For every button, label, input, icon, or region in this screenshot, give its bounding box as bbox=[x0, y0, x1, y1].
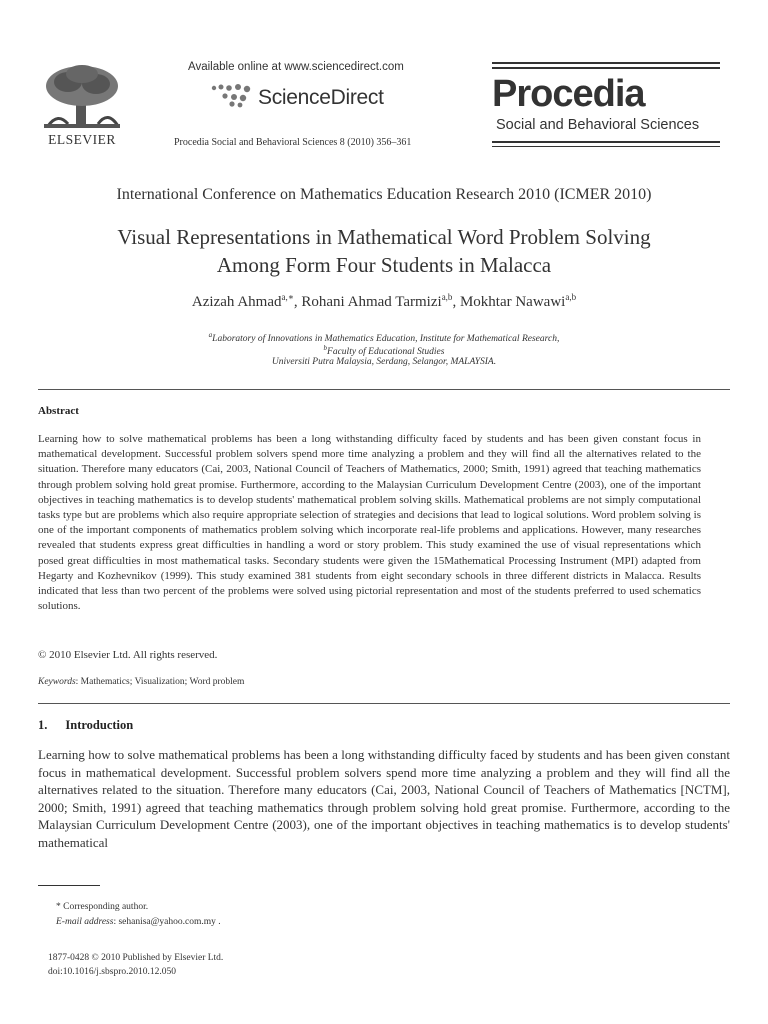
affiliation-mark: b bbox=[323, 344, 328, 352]
journal-citation: Procedia Social and Behavioral Sciences 8 (2010) 356–361 bbox=[174, 137, 412, 148]
conference-name: International Conference on Mathematics Education Research 2010 (ICMER 2010) bbox=[116, 186, 652, 203]
procedia-bottom-rule-2 bbox=[492, 146, 720, 147]
author-name: Azizah Ahmad bbox=[191, 294, 282, 310]
abstract-top-rule bbox=[38, 389, 730, 390]
author-name: Rohani Ahmad Tarmizi bbox=[301, 294, 442, 310]
author-separator: , bbox=[293, 294, 302, 310]
procedia-logo-text: Procedia bbox=[492, 73, 645, 115]
keywords-label: Keywords bbox=[38, 677, 76, 687]
publisher-name: ELSEVIER bbox=[48, 132, 116, 147]
doi-line[interactable]: doi:10.1016/j.sbspro.2010.12.050 bbox=[48, 967, 176, 977]
affiliation-mark: a bbox=[208, 331, 213, 339]
available-online-text[interactable]: Available online at www.sciencedirect.com bbox=[188, 61, 404, 73]
section-number: 1. bbox=[38, 718, 48, 732]
abstract-heading: Abstract bbox=[38, 405, 79, 417]
author-list bbox=[0, 292, 768, 311]
procedia-top-rule bbox=[492, 62, 720, 64]
email-label: E-mail address bbox=[56, 917, 114, 927]
author-affiliation-mark: a,∗ bbox=[281, 292, 294, 302]
issn-line: 1877-0428 © 2010 Published by Elsevier Ltd. bbox=[48, 953, 224, 963]
section-title: Introduction bbox=[65, 718, 134, 732]
email-note bbox=[56, 917, 221, 927]
author-affiliation-mark: a,b bbox=[441, 292, 453, 302]
affiliation-line-1 bbox=[0, 331, 768, 344]
sciencedirect-dots-icon bbox=[208, 82, 254, 108]
affiliation-line-3: Universiti Putra Malaysia, Serdang, Selangor, MALAYSIA. bbox=[271, 357, 497, 367]
procedia-subtitle: Social and Behavioral Sciences bbox=[496, 117, 700, 133]
affiliation-text: Laboratory of Innovations in Mathematics Education, Institute for Mathematical Research, bbox=[212, 334, 560, 345]
copyright-notice: © 2010 Elsevier Ltd. All rights reserved. bbox=[38, 649, 218, 661]
title-line-2: Among Form Four Students in Malacca bbox=[216, 253, 552, 277]
paper-title bbox=[40, 223, 728, 279]
author-name: Mokhtar Nawawi bbox=[459, 294, 566, 310]
affiliation-line-2 bbox=[0, 344, 768, 357]
abstract-text bbox=[38, 432, 701, 614]
section-heading-introduction bbox=[38, 718, 133, 733]
procedia-bottom-rule bbox=[492, 141, 720, 143]
procedia-top-rule-2 bbox=[492, 67, 720, 69]
footnote-rule bbox=[38, 885, 100, 886]
abstract-paragraph: Learning how to solve mathematical problems has been a long withstanding difficulty faced by students and has been given constant focus in mathematical development. Successful problem solvers spend more time analyzing a problem and they will find all the alternatives related to the situation. Therefore many educators (Cai, 2003, National Council of Teachers of Mathematics, 2000; Smith, 1991) agreed that teaching mathematics through problem solving hold great promise. Furthermore, according to the Malaysian Curriculum Development Centre (2003), one of the important objectives in teaching mathematics is to develop students' mathematical problem solving skills. Mathematical problems are not simply computational tasks type but are problems which also require appropriate selection of strategies and decisions that lead to logical solutions. Word problem solving is one of the important components of mathematics problem solving which incorporate real-life problems and applications. However, many researches revealed that students express great difficulties in handling a word or story problem. This study examined the use of visual representations which posed great difficulties in most mathematical tasks. Secondary students were given the 15Mathematical Processing Instrument (MPI) adapted from Hegarty and Kozhevnikov (1999). This study examined 381 students from eight secondary schools in three different districts in Malacca. Results indicated that less than two percent of the problems were solved using pictorial representation and most of the students preferred to used schematics solutions. bbox=[38, 433, 701, 613]
author-affiliation-mark: a,b bbox=[565, 292, 577, 302]
introduction-text bbox=[38, 746, 730, 852]
sciencedirect-logo-text: ScienceDirect bbox=[258, 86, 384, 109]
corresponding-author-note: * Corresponding author. bbox=[56, 902, 149, 912]
title-line-1: Visual Representations in Mathematical Word Problem Solving bbox=[117, 225, 651, 249]
affiliation-text: Faculty of Educational Studies bbox=[327, 347, 445, 358]
abstract-bottom-rule bbox=[38, 703, 730, 704]
email-address[interactable]: : sehanisa@yahoo.com.my . bbox=[113, 917, 221, 927]
keywords-line bbox=[38, 677, 244, 687]
keywords-list: : Mathematics; Visualization; Word problem bbox=[75, 677, 245, 687]
introduction-paragraph: Learning how to solve mathematical problems has been a long withstanding difficulty faced by students and has been given constant focus in mathematical development. Successful problem solvers spend more time analyzing a problem and they will find all the alternatives related to the situation. Therefore many educators (Cai, 2003, National Council of Teachers of Mathematics [NCTM], 2000; Smith, 1991) agreed that teaching mathematics through problem solving hold great promise. Furthermore, according to the Malaysian Curriculum Development Centre (2003), one of the important objectives in teaching mathematics is to develop students' mathematical bbox=[38, 747, 730, 850]
author-separator: , bbox=[452, 294, 460, 310]
